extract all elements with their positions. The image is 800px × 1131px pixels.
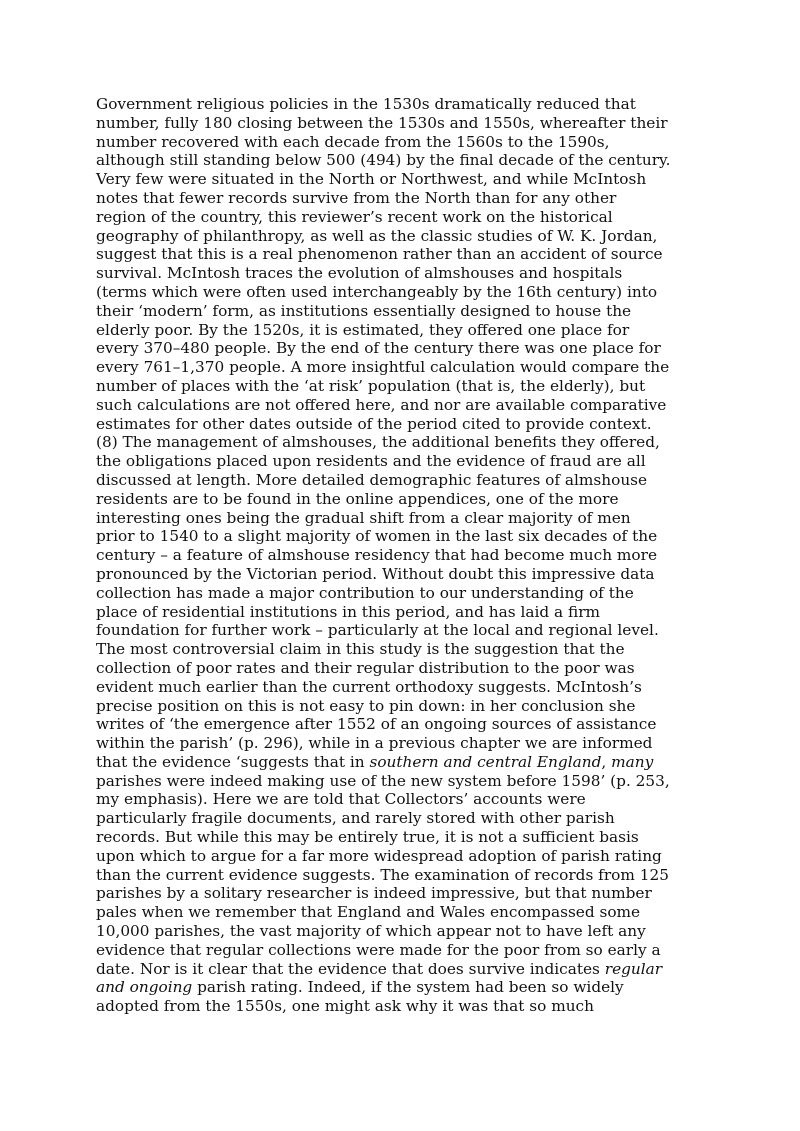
text-segment: particularly fragile documents, and rarely stored with other parish: [96, 809, 615, 828]
text-segment: suggest that this is a real phenomenon rather than an accident of source: [96, 245, 663, 264]
text-segment: records. But while this may be entirely true, it is not a sufficient basis: [96, 828, 639, 847]
text-segment: parishes were indeed making use of the new system before 1598’ (p. 253,: [96, 771, 670, 790]
text-line: [96, 227, 716, 246]
text-segment: every 370–480 people. By the end of the century there was one place for: [96, 339, 661, 358]
text-segment: (terms which were often used interchangeably by the 16th century) into: [96, 282, 658, 301]
text-segment: their ‘modern’ form, as institutions essentially designed to house the: [96, 301, 632, 320]
body-text: [96, 95, 716, 1016]
text-line: [96, 452, 716, 471]
text-line: [96, 208, 716, 227]
italic-text: southern and central England: [369, 752, 602, 771]
text-line: [96, 697, 716, 716]
text-segment: precise position on this is not easy to pin down: in her conclusion she: [96, 696, 636, 715]
text-segment: interesting ones being the gradual shift from a clear majority of men: [96, 508, 631, 527]
text-line: [96, 997, 716, 1016]
text-segment: century – a feature of almshouse residency that had become much more: [96, 546, 658, 565]
text-line: [96, 621, 716, 640]
text-segment: Government religious policies in the 1530s dramatically reduced that: [96, 95, 636, 113]
text-line: [96, 565, 716, 584]
text-line: [96, 114, 716, 133]
text-segment: number of places with the ‘at risk’ population (that is, the elderly), but: [96, 376, 646, 395]
text-segment: place of residential institutions in this period, and has laid a firm: [96, 602, 601, 621]
text-line: [96, 245, 716, 264]
text-segment: date. Nor is it clear that the evidence that does survive indicates: [96, 959, 605, 978]
text-segment: evidence that regular collections were made for the poor from so early a: [96, 940, 661, 959]
text-segment: The most controversial claim in this study is the suggestion that the: [96, 640, 625, 659]
text-line: [96, 95, 716, 114]
italic-text: many: [611, 752, 654, 771]
text-segment: prior to 1540 to a slight majority of women in the last six decades of the: [96, 527, 658, 546]
text-segment: that the evidence ‘suggests that in: [96, 752, 370, 771]
text-line: [96, 922, 716, 941]
text-line: [96, 358, 716, 377]
text-segment: foundation for further work – particularly at the local and regional level.: [96, 621, 659, 640]
text-line: [96, 753, 716, 772]
text-line: [96, 170, 716, 189]
text-segment: parish rating. Indeed, if the system had been so widely: [192, 978, 624, 997]
text-segment: collection has made a major contribution to our understanding of the: [96, 583, 634, 602]
text-line: [96, 772, 716, 791]
text-line: [96, 603, 716, 622]
text-segment: geography of philanthropy, as well as the classic studies of W. K. Jordan,: [96, 226, 658, 245]
text-line: [96, 471, 716, 490]
text-segment: the obligations placed upon residents and the evidence of fraud are all: [96, 452, 646, 471]
text-line: [96, 640, 716, 659]
text-line: [96, 584, 716, 603]
text-segment: within the parish’ (p. 296), while in a previous chapter we are informed: [96, 734, 653, 753]
italic-text: and ongoing: [96, 978, 193, 997]
text-line: [96, 415, 716, 434]
text-segment: Very few were situated in the North or Northwest, and while McIntosh: [96, 170, 647, 189]
text-line: [96, 509, 716, 528]
text-line: [96, 790, 716, 809]
text-line: [96, 828, 716, 847]
text-line: [96, 433, 716, 452]
text-segment: discussed at length. More detailed demographic features of almshouse: [96, 470, 648, 489]
text-segment: evident much earlier than the current orthodoxy suggests. McIntosh’s: [96, 677, 642, 696]
text-segment: than the current evidence suggests. The examination of records from 125: [96, 865, 669, 884]
text-segment: 10,000 parishes, the vast majority of which appear not to have left any: [96, 922, 646, 941]
text-segment: upon which to argue for a far more widespread adoption of parish rating: [96, 846, 662, 865]
text-line: [96, 847, 716, 866]
text-line: [96, 377, 716, 396]
text-segment: collection of poor rates and their regular distribution to the poor was: [96, 658, 635, 677]
text-line: [96, 809, 716, 828]
text-line: [96, 339, 716, 358]
text-line: [96, 151, 716, 170]
text-segment: ,: [601, 752, 612, 771]
italic-text: regular: [604, 959, 663, 978]
text-segment: writes of ‘the emergence after 1552 of an ongoing sources of assistance: [96, 715, 657, 734]
text-line: [96, 133, 716, 152]
text-segment: pronounced by the Victorian period. Without doubt this impressive data: [96, 564, 655, 583]
text-line: [96, 678, 716, 697]
text-line: [96, 866, 716, 885]
text-segment: number, fully 180 closing between the 1530s and 1550s, whereafter their: [96, 113, 668, 132]
text-line: [96, 903, 716, 922]
text-segment: region of the country, this reviewer’s recent work on the historical: [96, 207, 613, 226]
text-line: [96, 978, 716, 997]
text-line: [96, 960, 716, 979]
text-line: [96, 884, 716, 903]
text-line: [96, 321, 716, 340]
text-segment: adopted from the 1550s, one might ask why it was that so much: [96, 997, 594, 1016]
text-segment: pales when we remember that England and Wales encompassed some: [96, 903, 641, 922]
text-line: [96, 659, 716, 678]
text-segment: parishes by a solitary researcher is indeed impressive, but that number: [96, 884, 652, 903]
text-line: [96, 527, 716, 546]
text-line: [96, 264, 716, 283]
text-segment: elderly poor. By the 1520s, it is estimated, they offered one place for: [96, 320, 630, 339]
text-line: [96, 715, 716, 734]
text-line: [96, 941, 716, 960]
text-segment: residents are to be found in the online appendices, one of the more: [96, 489, 619, 508]
text-segment: estimates for other dates outside of the period cited to provide context.: [96, 414, 652, 433]
text-segment: every 761–1,370 people. A more insightful calculation would compare the: [96, 358, 670, 377]
text-line: [96, 490, 716, 509]
text-segment: such calculations are not offered here, and nor are available comparative: [96, 395, 667, 414]
text-line: [96, 189, 716, 208]
text-segment: notes that fewer records survive from the North than for any other: [96, 188, 617, 207]
text-segment: although still standing below 500 (494) by the final decade of the century.: [96, 151, 671, 170]
text-line: [96, 546, 716, 565]
text-segment: survival. McIntosh traces the evolution of almshouses and hospitals: [96, 264, 623, 283]
text-line: [96, 396, 716, 415]
text-segment: number recovered with each decade from the 1560s to the 1590s,: [96, 132, 610, 151]
text-segment: my emphasis). Here we are told that Collectors’ accounts were: [96, 790, 586, 809]
text-line: [96, 283, 716, 302]
text-line: [96, 302, 716, 321]
text-segment: (8) The management of almshouses, the additional benefits they offered,: [96, 433, 660, 452]
text-line: [96, 734, 716, 753]
